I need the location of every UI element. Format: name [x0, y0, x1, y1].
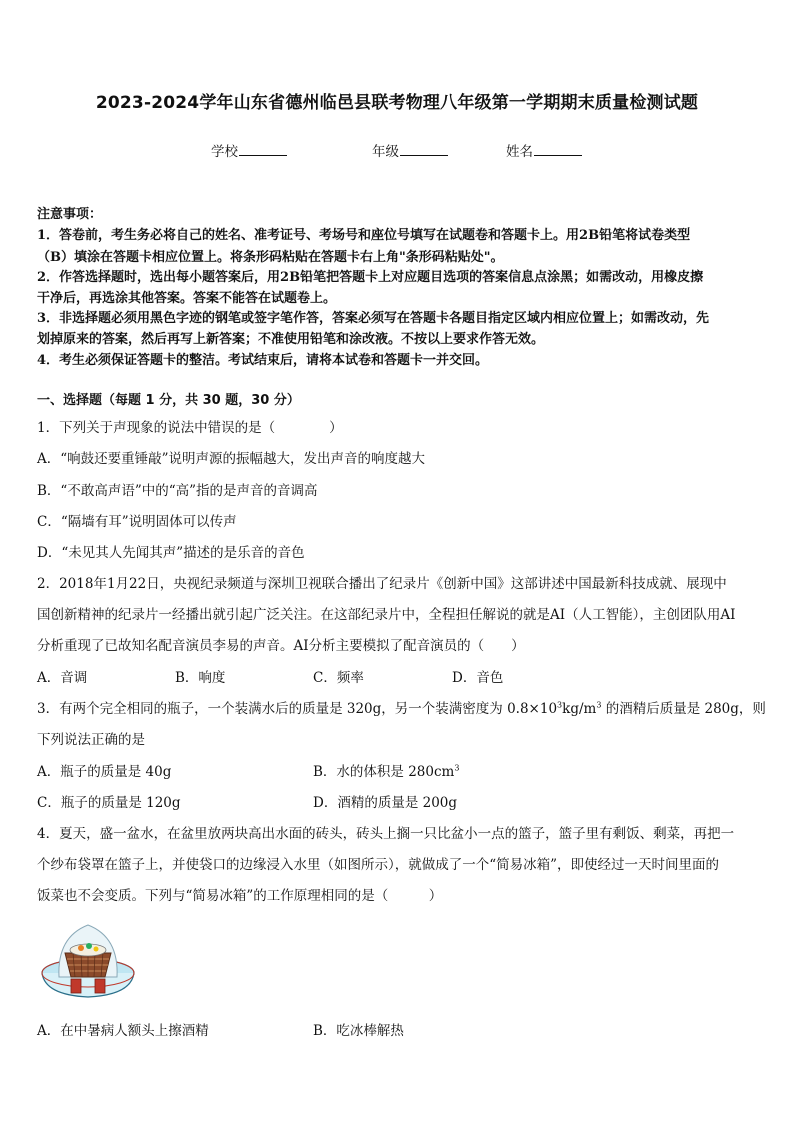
notes-line: 1．答卷前，考生务必将自己的姓名、准考证号、考场号和座位号填写在试题卷和答题卡上。用2B铅笔将试卷类型 — [37, 228, 691, 243]
question-4-stem-line: 4．夏天，盛一盆水，在盆里放两块高出水面的砖头，砖头上搁一只比盆小一点的篮子，篮子里有剩饭、剩菜，再把一 — [37, 826, 735, 842]
question-2-option-a: A．音调 — [37, 670, 88, 686]
q3-unit-exponent: 3 — [596, 700, 602, 710]
q3-unit: kg/m — [562, 701, 597, 717]
question-3-stem-line: 下列说法正确的是 — [37, 732, 145, 748]
question-2-stem-line: 分析重现了已故知名配音演员李易的声音。AI分析主要模拟了配音演员的（ ） — [37, 638, 525, 654]
question-1-stem: 1．下列关于声现象的说法中错误的是（ ） — [37, 420, 343, 436]
section-heading: 一、选择题（每题 1 分，共 30 题，30 分） — [37, 393, 300, 408]
q3-exponent: 3 — [557, 700, 563, 710]
question-4-option-b: B．吃冰棒解热 — [313, 1023, 404, 1039]
question-2-stem-line: 2．2018年1月22日，央视纪录频道与深圳卫视联合播出了纪录片《创新中国》这部讲述中国最新科技成就、展现中 — [37, 576, 727, 592]
question-2-stem-line: 国创新精神的纪录片一经播出就引起广泛关注。在这部纪录片中，全程担任解说的就是AI（人工智能），主创团队用AI — [37, 607, 736, 623]
question-4-stem-line: 饭菜也不会变质。下列与“简易冰箱”的工作原理相同的是（ ） — [37, 888, 443, 904]
question-3-option-a: A．瓶子的质量是 40g — [37, 764, 172, 780]
grade-blank — [400, 143, 448, 156]
name-label: 姓名 — [506, 144, 533, 160]
notes-line: 3．非选择题必须用黑色字迹的钢笔或签字笔作答，答案必须写在答题卡各题目指定区域内相应位置上；如需改动，先 — [37, 311, 710, 326]
notes-line: 2．作答选择题时，选出每小题答案后，用2B铅笔把答题卡上对应题目选项的答案信息点涂黑；如需改动，用橡皮擦 — [37, 270, 704, 285]
q3-text-post: 的酒精后质量是 280g，则 — [601, 701, 766, 717]
student-info-row — [0, 140, 794, 160]
q3-option-b-exponent: 3 — [454, 763, 460, 773]
simple-fridge-figure — [37, 917, 139, 1003]
school-field — [211, 140, 287, 160]
question-1-option-d: D．“未见其人先闻其声”描述的是乐音的音色 — [37, 545, 305, 561]
question-4-stem-line: 个纱布袋罩在篮子上，并使袋口的边缘浸入水里（如图所示），就做成了一个“简易冰箱”，即使经过一天时间里面的 — [37, 857, 720, 873]
page-title: 2023-2024学年山东省德州临邑县联考物理八年级第一学期期末质量检测试题 — [95, 93, 699, 113]
q3-text-pre: 3．有两个完全相同的瓶子，一个装满水后的质量是 320g，另一个装满密度为 0.8×10 — [37, 701, 558, 717]
notes-line: （B）填涂在答题卡相应位置上。将条形码粘贴在答题卡右上角"条形码粘贴处"。 — [37, 250, 504, 265]
name-blank — [534, 143, 582, 156]
grade-label: 年级 — [372, 144, 399, 160]
question-1-option-a: A．“响鼓还要重锤敲”说明声源的振幅越大，发出声音的响度越大 — [37, 451, 426, 467]
q3-option-b-text: B．水的体积是 280cm — [313, 764, 455, 780]
school-blank — [239, 143, 287, 156]
question-2-option-b: B．响度 — [175, 670, 226, 686]
question-1-option-c: C．“隔墙有耳”说明固体可以传声 — [37, 514, 237, 530]
name-field — [506, 140, 582, 160]
school-label: 学校 — [211, 144, 238, 160]
notes-line: 4．考生必须保证答题卡的整洁。考试结束后，请将本试卷和答题卡一并交回。 — [37, 353, 489, 368]
question-3-option-d: D．酒精的质量是 200g — [313, 795, 458, 811]
question-3-option-c: C．瓶子的质量是 120g — [37, 795, 181, 811]
question-4-option-a: A．在中暑病人额头上擦酒精 — [37, 1023, 209, 1039]
question-2-option-c: C．频率 — [313, 670, 364, 686]
notes-line: 干净后，再选涂其他答案。答案不能答在试题卷上。 — [37, 291, 337, 306]
question-3-option-b — [313, 760, 459, 780]
question-1-option-b: B．“不敢高声语”中的“高”指的是声音的音调高 — [37, 483, 318, 499]
question-2-option-d: D．音色 — [452, 670, 504, 686]
question-3-stem-line — [37, 697, 766, 717]
notes-line: 划掉原来的答案，然后再写上新答案；不准使用铅笔和涂改液。不按以上要求作答无效。 — [37, 332, 545, 347]
notes-heading: 注意事项： — [37, 207, 103, 222]
grade-field — [372, 140, 448, 160]
